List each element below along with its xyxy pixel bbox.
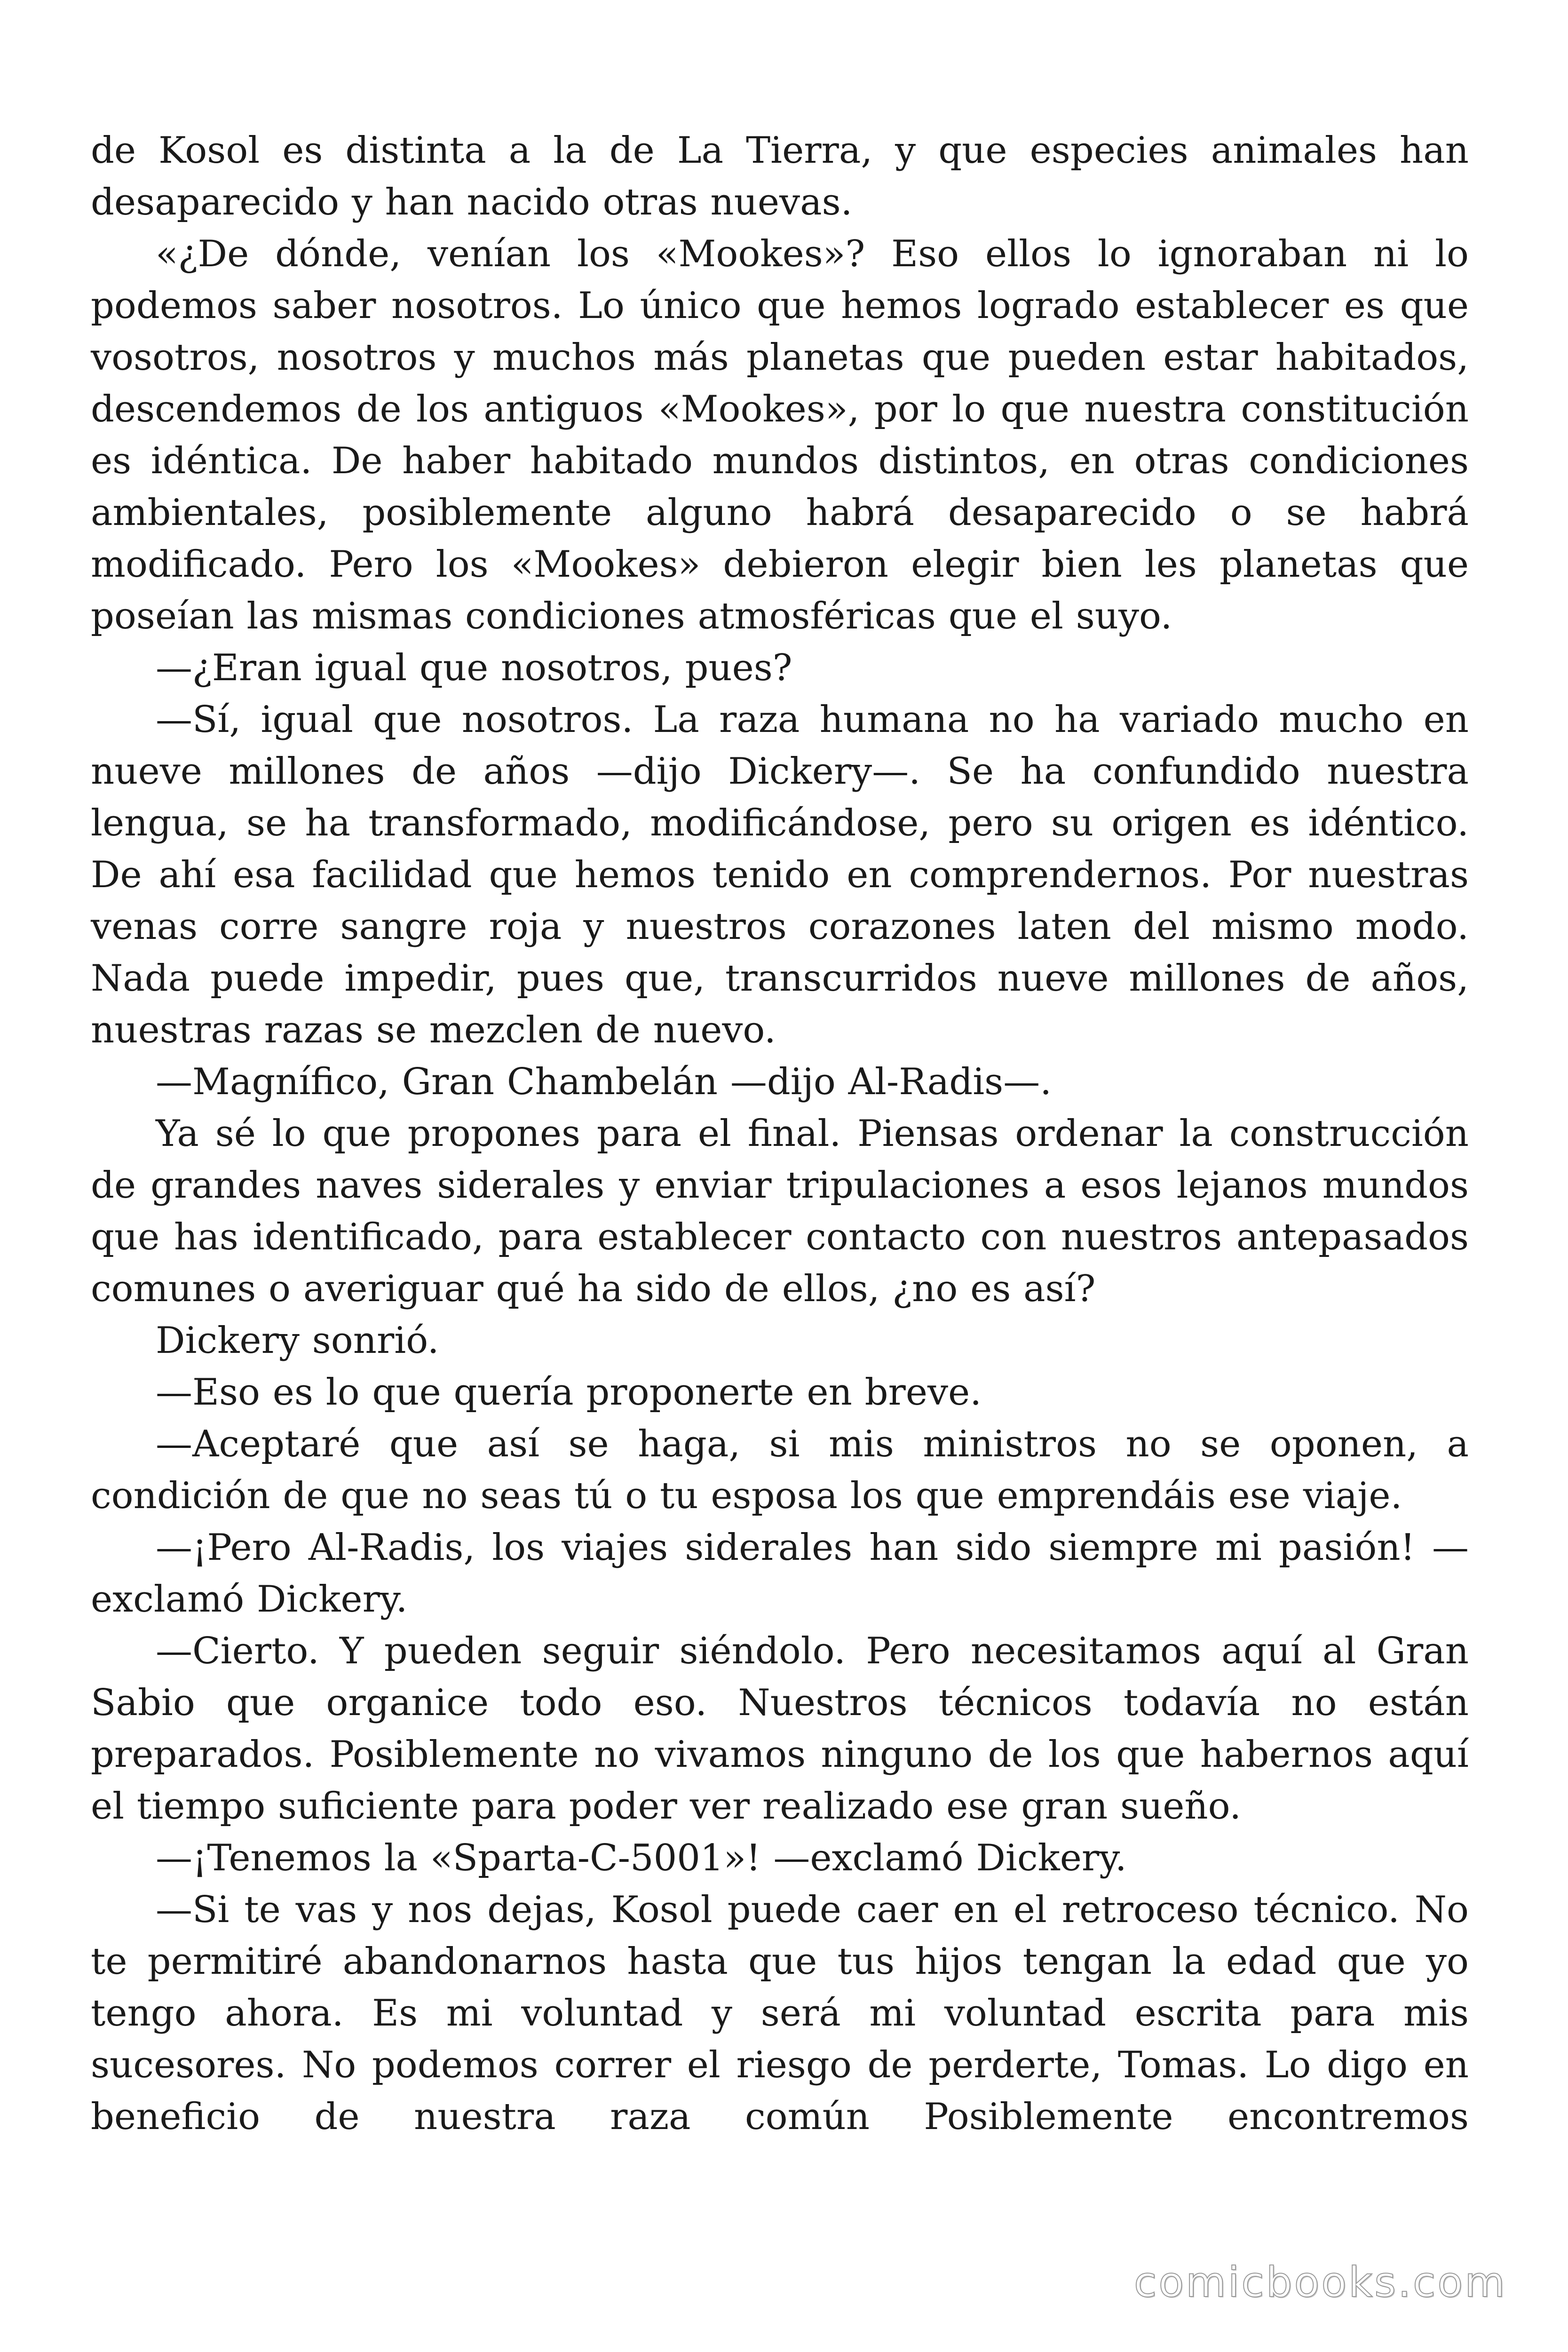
paragraph-passion: —¡Pero Al-Radis, los viajes siderales han sido siempre mi pasión! —exclamó Dickery. xyxy=(91,1526,1469,1621)
paragraph-condition: —Aceptaré que así se haga, si mis ministros no se oponen, a condición de que no seas tú o tu esposa los que emprendáis ese viaje. xyxy=(91,1423,1469,1517)
paragraph-mookes-origin: «¿De dónde, venían los «Mookes»? Eso ellos lo ignoraban ni lo podemos saber nosotros. Lo único que hemos logrado establecer es que vosotros, nosotros y muchos más planetas que pueden estar habitados, descendemos de los antiguos «Mookes», por lo que nuestra constitución es idéntica. De haber habitado mundos distintos, en otras condiciones ambientales, posiblemente alguno habrá desaparecido o se habrá modificado. Pero los «Mookes» debieron elegir bien les planetas que poseían las mismas condiciones atmosféricas que el suyo. xyxy=(91,233,1469,637)
paragraph-dickery-smiles: Dickery sonrió. xyxy=(156,1319,439,1362)
paragraph-continuation: de Kosol es distinta a la de La Tierra, y que especies animales han desaparecido y han nacido otras nuevas. xyxy=(91,129,1469,223)
book-page-body xyxy=(91,125,1469,2143)
paragraph-al-radis-magnifico: —Magnífico, Gran Chambelán —dijo Al-Radis—. xyxy=(156,1061,1052,1103)
paragraph-proposal-reply: —Eso es lo que quería proponerte en breve. xyxy=(156,1371,982,1414)
paragraph-gran-sabio: —Cierto. Y pueden seguir siéndolo. Pero necesitamos aquí al Gran Sabio que organice todo eso. Nuestros técnicos todavía no están preparados. Posiblemente no vivamos ninguno de los que habernos aquí el tiempo suficiente para poder ver realizado ese gran sueño. xyxy=(91,1630,1469,1828)
paragraph-sparta: —¡Tenemos la «Sparta-C-5001»! —exclamó Dickery. xyxy=(156,1837,1127,1879)
paragraph-retroceso: —Si te vas y nos dejas, Kosol puede caer en el retroceso técnico. No te permitiré abandonarnos hasta que tus hijos tengan la edad que yo tengo ahora. Es mi voluntad y será mi voluntad escrita para mis sucesores. No podemos correr el riesgo de perderte, Tomas. Lo digo en beneficio de nuestra raza común Posiblemente encontremos xyxy=(91,1889,1469,2138)
watermark: comicbooks.com xyxy=(1133,2258,1507,2306)
paragraph-proposal: Ya sé lo que propones para el final. Piensas ordenar la construcción de grandes naves siderales y enviar tripulaciones a esos lejanos mundos que has identificado, para establecer contacto con nuestros antepasados comunes o averiguar qué ha sido de ellos, ¿no es así? xyxy=(91,1112,1469,1310)
paragraph-dickery-reply: —Sí, igual que nosotros. La raza humana no ha variado mucho en nueve millones de años —dijo Dickery—. Se ha confundido nuestra lengua, se ha transformado, modificándose, pero su origen es idéntico. De ahí esa facilidad que hemos tenido en comprendernos. Por nuestras venas corre sangre roja y nuestros corazones laten del mismo modo. Nada puede impedir, pues que, transcurridos nueve millones de años, nuestras razas se mezclen de nuevo. xyxy=(91,699,1469,1051)
paragraph-dialogue-question: —¿Eran igual que nosotros, pues? xyxy=(156,647,792,689)
